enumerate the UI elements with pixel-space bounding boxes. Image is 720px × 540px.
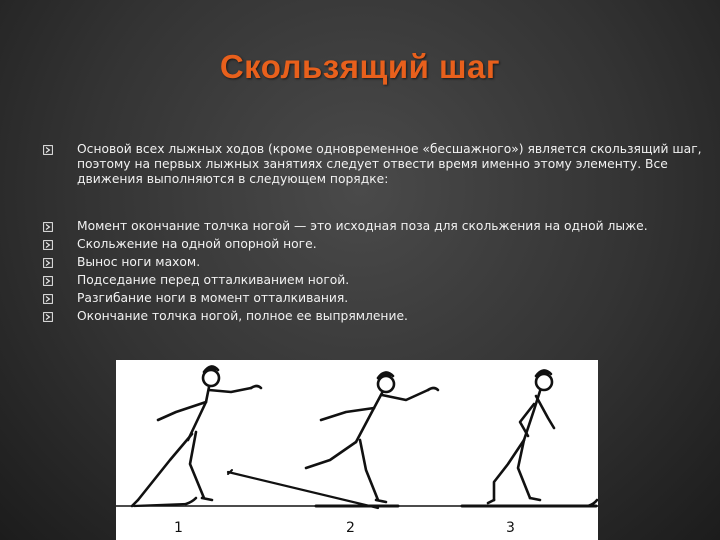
- list-item: Вынос ноги махом.: [77, 255, 201, 269]
- skier-phases-drawing: [116, 360, 598, 540]
- slide-title: Скользящий шаг: [219, 48, 501, 85]
- figure-label-1: 1: [174, 520, 183, 536]
- skier-figure-2: [228, 372, 438, 508]
- boxed-bullet-icon: [43, 294, 53, 304]
- skiing-stride-illustration: [116, 360, 598, 540]
- list-item: Подседание перед отталкиванием ногой.: [77, 273, 350, 287]
- boxed-bullet-icon: [43, 240, 53, 250]
- list-item: Окончание толчка ногой, полное ее выпрямление.: [77, 309, 408, 323]
- figure-label-2: 2: [346, 520, 355, 536]
- list-item: Скольжение на одной опорной ноге.: [77, 237, 317, 251]
- list-item: Разгибание ноги в момент отталкивания.: [77, 291, 349, 305]
- boxed-bullet-icon: [43, 258, 53, 268]
- boxed-bullet-icon: [43, 222, 53, 232]
- boxed-bullet-icon: [43, 312, 53, 322]
- skier-figure-1: [132, 366, 261, 506]
- intro-paragraph: Основой всех лыжных ходов (кроме одновременное «бесшажного») является скользящий шаг, поэтому на первых лыжных занятиях следует отвести время именно этому элементу. Все движения выполняются в следующем порядке:: [77, 142, 702, 186]
- boxed-bullet-icon: [43, 276, 53, 286]
- list-item: Момент окончание толчка ногой — это исходная поза для скольжения на одной лыже.: [77, 219, 648, 233]
- skier-figure-3: [462, 370, 597, 506]
- figure-label-3: 3: [506, 520, 515, 536]
- boxed-bullet-icon: [43, 145, 53, 155]
